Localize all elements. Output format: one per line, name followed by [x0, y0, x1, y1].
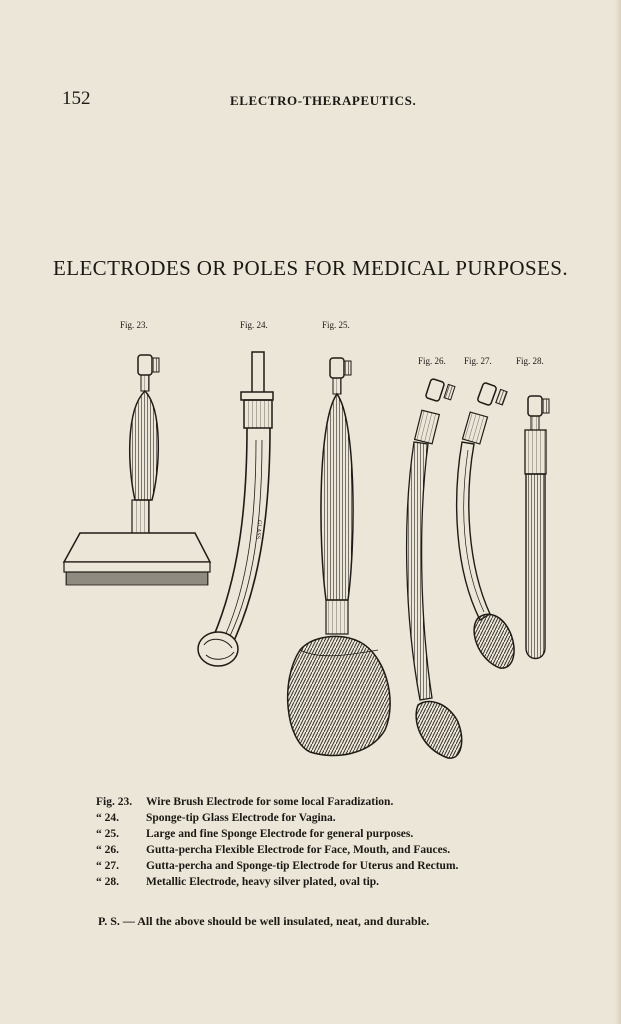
- fig-26-label: Fig. 26.: [418, 356, 446, 366]
- caption-text: Sponge-tip Glass Electrode for Vagina.: [146, 812, 336, 824]
- fig-28-label: Fig. 28.: [516, 356, 544, 366]
- running-title: ELECTRO-THERAPEUTICS.: [230, 93, 417, 108]
- fig-27-sponge-tip-electrode: [457, 382, 514, 668]
- caption-row: [96, 810, 536, 826]
- fig-25-large-sponge-electrode: [288, 358, 390, 756]
- fig-26-flexible-electrode: [407, 378, 462, 758]
- postscript-note: P. S. — All the above should be well insulated, neat, and durable.: [98, 914, 430, 928]
- caption-row: [96, 794, 536, 810]
- figure-captions: [96, 794, 536, 890]
- caption-row: [96, 842, 536, 858]
- page-edge-shadow: [615, 0, 621, 1024]
- caption-row: [96, 874, 536, 890]
- caption-fig-number: Fig. 23.: [96, 796, 133, 808]
- caption-text: Gutta-percha Flexible Electrode for Face, Mouth, and Fauces.: [146, 844, 451, 856]
- caption-text: Gutta-percha and Sponge-tip Electrode for Uterus and Rectum.: [146, 860, 459, 872]
- caption-row: [96, 858, 536, 874]
- caption-fig-number: “ 24.: [96, 812, 119, 824]
- glass-engraving-text: GLASS: [254, 519, 262, 540]
- fig-27-label: Fig. 27.: [464, 356, 492, 366]
- caption-text: Metallic Electrode, heavy silver plated, oval tip.: [146, 876, 380, 888]
- caption-fig-number: “ 27.: [96, 860, 119, 872]
- running-head: [62, 88, 562, 110]
- caption-fig-number: “ 26.: [96, 844, 119, 856]
- plate-title: ELECTRODES OR POLES FOR MEDICAL PURPOSES.: [52, 256, 569, 280]
- electrodes-engraving: [55, 320, 575, 770]
- fig-23-label: Fig. 23.: [120, 320, 148, 330]
- caption-fig-number: “ 28.: [96, 876, 119, 888]
- caption-text: Large and fine Sponge Electrode for general purposes.: [146, 828, 414, 840]
- caption-fig-number: “ 25.: [96, 828, 119, 840]
- fig-24-sponge-tip-glass-electrode: [198, 352, 273, 666]
- caption-text: Wire Brush Electrode for some local Faradization.: [146, 796, 394, 808]
- caption-row: [96, 826, 536, 842]
- fig-24-label: Fig. 24.: [240, 320, 268, 330]
- fig-25-label: Fig. 25.: [322, 320, 350, 330]
- fig-28-metallic-electrode: [525, 396, 549, 659]
- fig-23-wire-brush-electrode: [64, 355, 210, 585]
- page-number: 152: [62, 88, 91, 109]
